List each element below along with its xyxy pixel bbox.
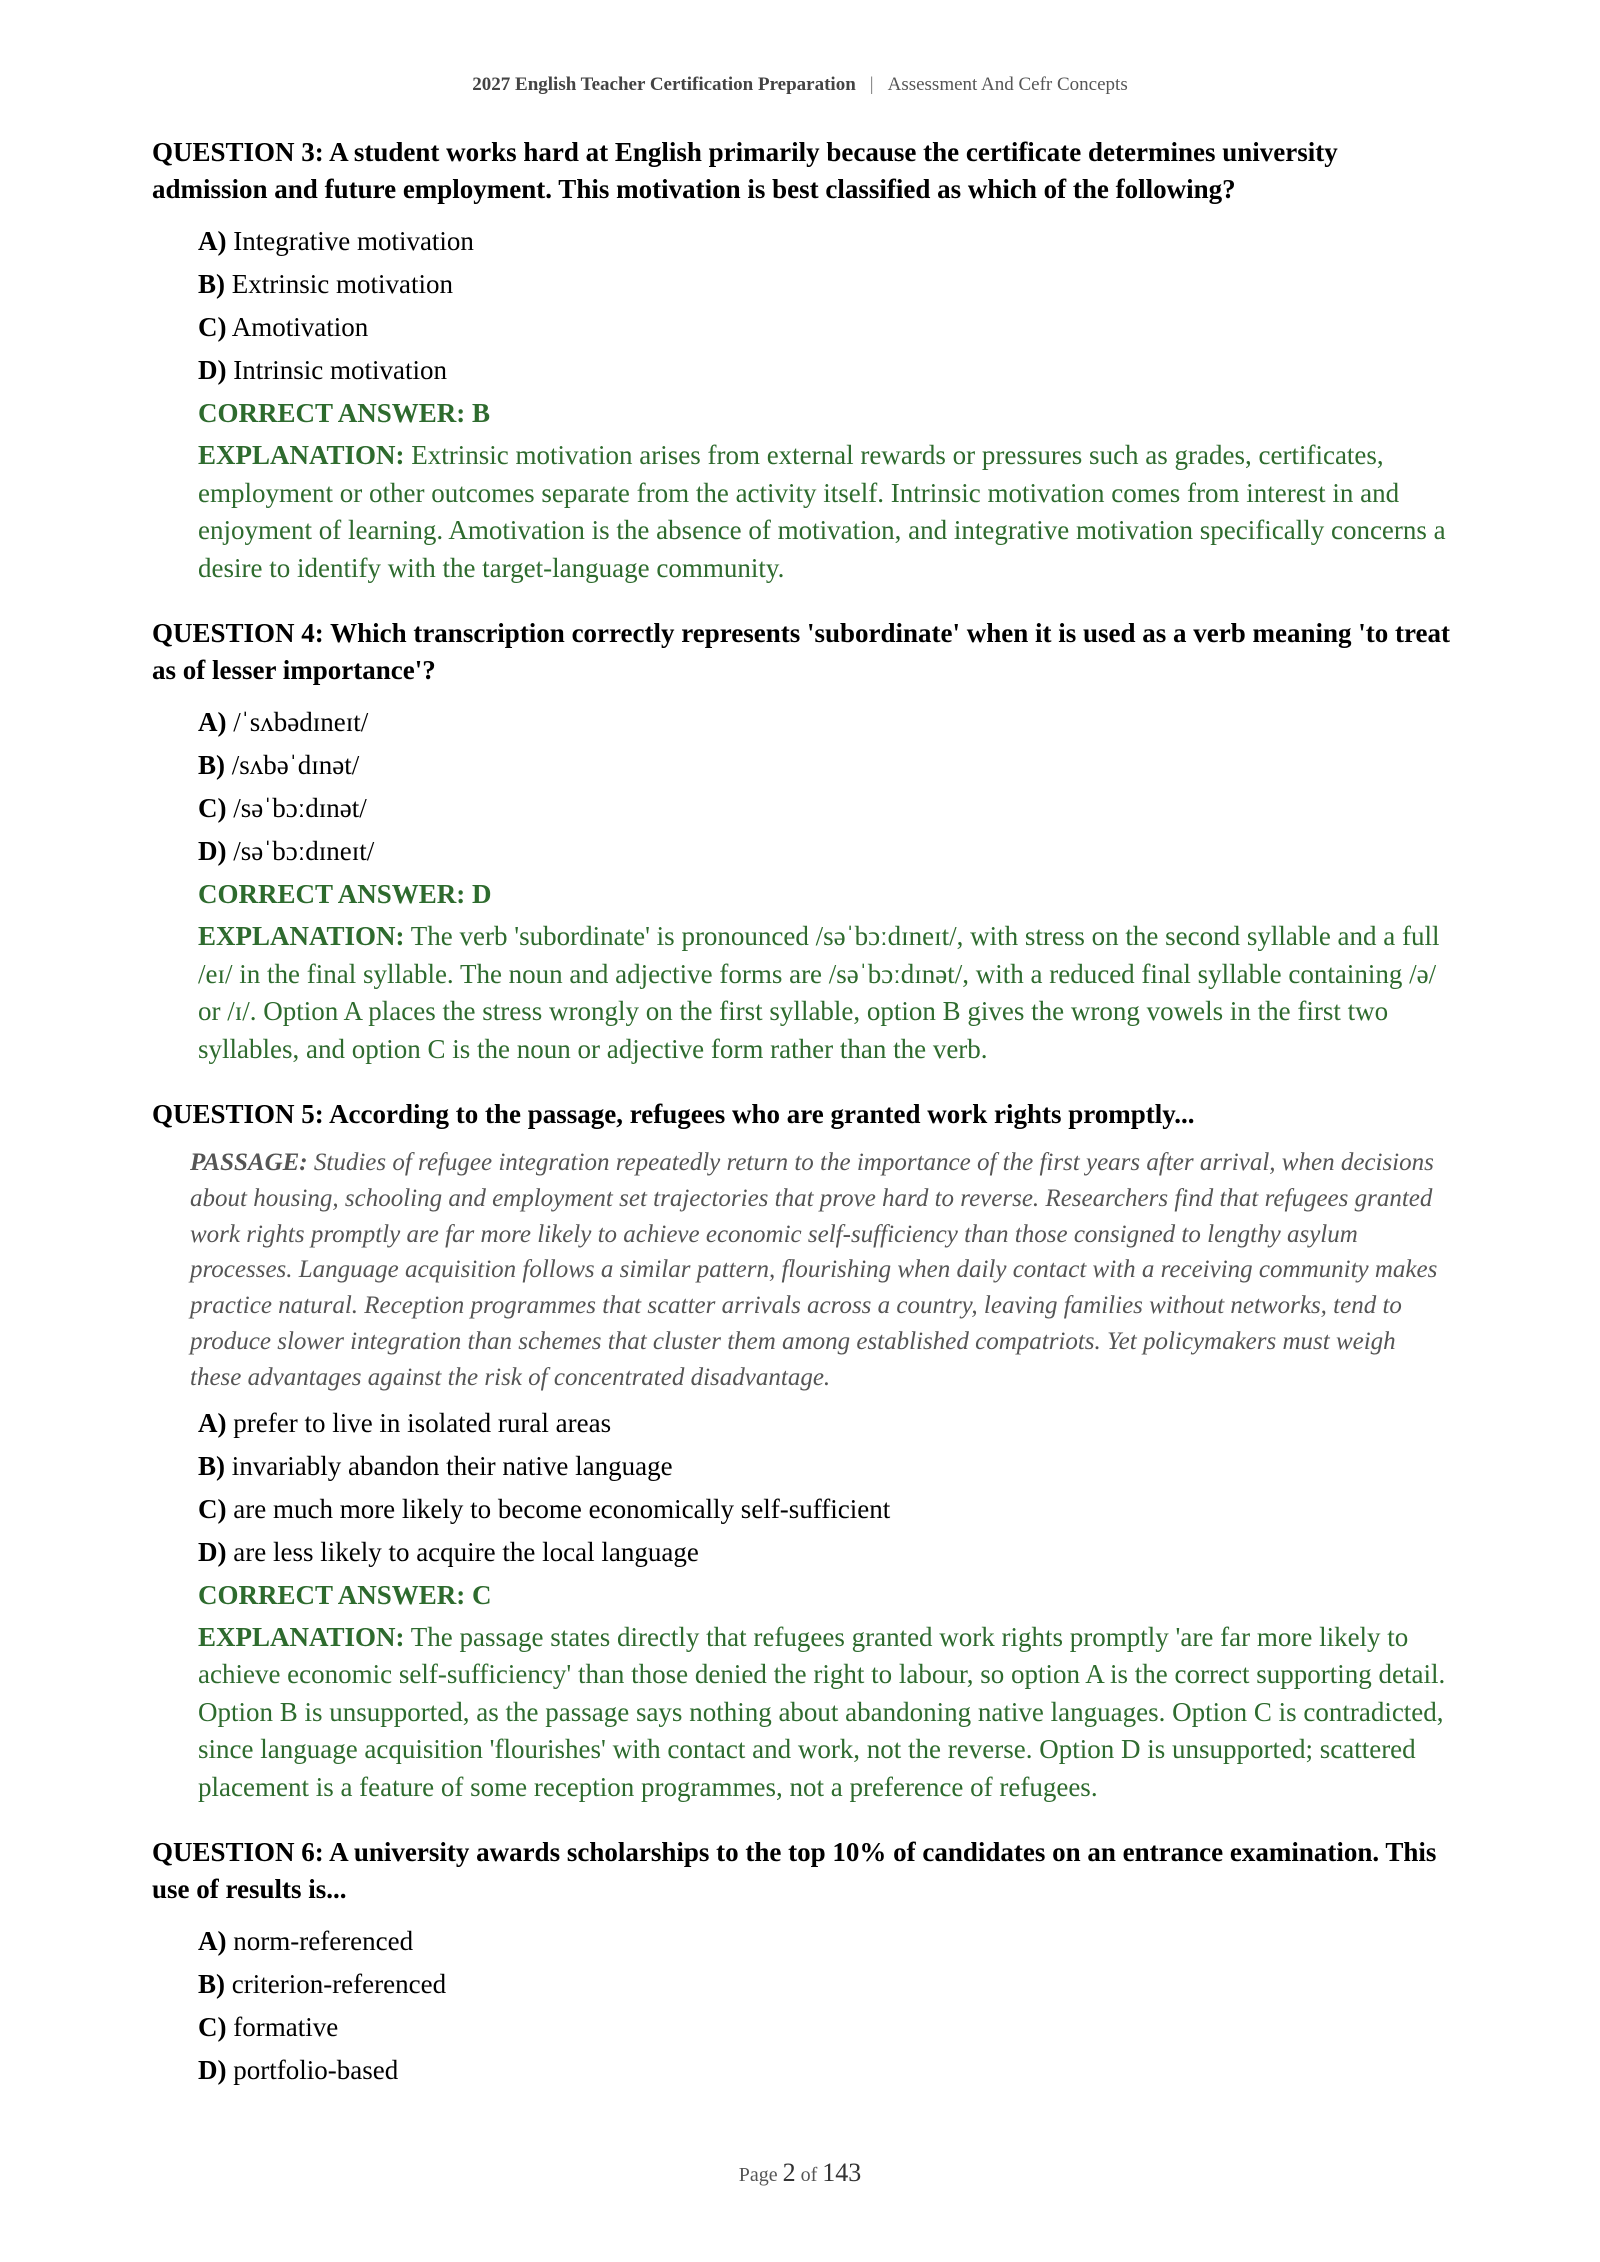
- option-letter: D): [198, 2055, 227, 2086]
- option-text: /səˈbɔːdɪneɪt/: [233, 836, 375, 866]
- option-letter: C): [198, 1493, 227, 1524]
- option-text: criterion-referenced: [231, 1969, 447, 2000]
- header-separator: |: [869, 74, 874, 95]
- question-label: QUESTION 4:: [152, 618, 324, 648]
- explanation-text: The verb 'subordinate' is pronounced /səˈbɔːdɪneɪt/, with stress on the second syllable and a full /eɪ/ in the final syllable. The noun and adjective forms are /səˈbɔːdɪnət/, with a reduced final syllable containing /ə/ or /ɪ/. Option A places the stress wrongly on the first syllable, option B gives the wrong vowels in the first two syllables, and option C is the noun or adjective form rather than the verb.: [198, 921, 1440, 1064]
- option-letter: A): [198, 226, 227, 256]
- explanation-label: EXPLANATION:: [198, 921, 405, 951]
- option-text: Integrative motivation: [233, 226, 474, 256]
- page-footer: [0, 2158, 1600, 2188]
- option-letter: C): [198, 312, 227, 342]
- option-text: /səˈbɔːdɪnət/: [233, 793, 367, 823]
- option-a: [198, 1402, 1452, 1445]
- option-text: Intrinsic motivation: [233, 355, 447, 385]
- page-word: Page: [738, 2164, 778, 2186]
- section-title: Assessment And Cefr Concepts: [887, 74, 1128, 95]
- option-text: invariably abandon their native language: [231, 1450, 673, 1481]
- option-c: [198, 2006, 1452, 2049]
- options-list: [198, 220, 1452, 392]
- option-text: are much more likely to become economically self-sufficient: [233, 1493, 891, 1524]
- option-c: [198, 1488, 1452, 1531]
- option-text: norm-referenced: [233, 1926, 414, 1957]
- passage-label: PASSAGE:: [190, 1149, 308, 1176]
- option-letter: D): [198, 836, 227, 866]
- option-letter: B): [198, 1450, 225, 1481]
- of-word: of: [800, 2164, 818, 2186]
- reading-passage: [190, 1145, 1442, 1396]
- option-letter: D): [198, 355, 227, 385]
- correct-answer: CORRECT ANSWER: D: [198, 879, 492, 909]
- option-letter: C): [198, 2012, 227, 2043]
- question-prompt: [152, 1096, 1452, 1133]
- option-text: prefer to live in isolated rural areas: [233, 1407, 612, 1438]
- option-letter: A): [198, 1407, 227, 1438]
- option-text: formative: [233, 2012, 339, 2043]
- question-text: A university awards scholarships to the top 10% of candidates on an entrance examination. This use of results is...: [152, 1837, 1437, 1905]
- option-a: [198, 1920, 1452, 1963]
- option-letter: C): [198, 793, 227, 823]
- option-d: [198, 2049, 1452, 2092]
- option-letter: D): [198, 1536, 227, 1567]
- option-letter: B): [198, 269, 225, 299]
- explanation-text: Extrinsic motivation arises from external rewards or pressures such as grades, certificates, employment or other outcomes separate from the activity itself. Intrinsic motivation comes from interest in and enjoyment of learning. Amotivation is the absence of motivation, and integrative motivation specifically concerns a desire to identify with the target-language community.: [198, 440, 1446, 583]
- explanation-text: The passage states directly that refugees granted work rights promptly 'are far more likely to achieve economic self-sufficiency' than those denied the right to labour, so option A is the correct supporting detail. Option B is unsupported, as the passage says nothing about abandoning native languages. Option C is contradicted, since language acquisition 'flourishes' with contact and work, not the reverse. Option D is unsupported; scattered placement is a feature of some reception programmes, not a preference of refugees.: [198, 1621, 1446, 1802]
- document-title: 2027 English Teacher Certification Preparation: [472, 74, 856, 95]
- question-5: [152, 1096, 1452, 1806]
- question-text: A student works hard at English primarily because the certificate determines university admission and future employment. This motivation is best classified as which of the following?: [152, 137, 1338, 204]
- options-list: [198, 1920, 1452, 2092]
- question-prompt: [152, 615, 1452, 689]
- option-d: [198, 830, 1452, 873]
- option-b: [198, 1963, 1452, 2006]
- page-header: [0, 74, 1600, 96]
- option-b: [198, 744, 1452, 787]
- option-text: /ˈsʌbədɪneɪt/: [233, 707, 369, 737]
- option-letter: B): [198, 750, 225, 780]
- option-letter: A): [198, 707, 227, 737]
- option-a: [198, 701, 1452, 744]
- question-label: QUESTION 6:: [152, 1837, 324, 1868]
- page-content: [152, 134, 1452, 2120]
- option-d: [198, 1531, 1452, 1574]
- explanation: [198, 918, 1452, 1068]
- question-prompt: [152, 134, 1452, 208]
- option-b: [198, 263, 1452, 306]
- explanation-label: EXPLANATION:: [198, 440, 405, 470]
- question-3: [152, 134, 1452, 587]
- page-number: 2: [782, 2158, 796, 2187]
- option-text: Amotivation: [231, 312, 369, 342]
- question-6: [152, 1834, 1452, 2092]
- option-a: [198, 220, 1452, 263]
- question-prompt: [152, 1834, 1452, 1908]
- option-letter: A): [198, 1926, 227, 1957]
- option-c: [198, 787, 1452, 830]
- option-text: portfolio-based: [233, 2055, 399, 2086]
- option-c: [198, 306, 1452, 349]
- question-label: QUESTION 5:: [152, 1099, 324, 1129]
- options-list: [198, 1402, 1452, 1574]
- option-text: /sʌbəˈdɪnət/: [231, 750, 360, 780]
- question-text: Which transcription correctly represents 'subordinate' when it is used as a verb meaning 'to treat as of lesser importance'?: [152, 618, 1451, 685]
- question-label: QUESTION 3:: [152, 137, 324, 167]
- explanation-label: EXPLANATION:: [198, 1621, 405, 1652]
- explanation: [198, 1619, 1452, 1807]
- option-text: Extrinsic motivation: [231, 269, 453, 299]
- options-list: [198, 701, 1452, 873]
- option-letter: B): [198, 1969, 225, 2000]
- option-b: [198, 1445, 1452, 1488]
- explanation: [198, 437, 1452, 587]
- question-4: [152, 615, 1452, 1068]
- correct-answer: CORRECT ANSWER: C: [198, 1579, 492, 1610]
- total-pages: 143: [822, 2158, 862, 2187]
- passage-text: Studies of refugee integration repeatedly return to the importance of the first years after arrival, when decisions about housing, schooling and employment set trajectories that prove hard to reverse. Researchers find that refugees granted work rights promptly are far more likely to achieve economic self-sufficiency than those consigned to lengthy asylum processes. Language acquisition follows a similar pattern, flourishing when daily contact with a receiving community makes practice natural. Reception programmes that scatter arrivals across a country, leaving families without networks, tend to produce slower integration than schemes that cluster them among established compatriots. Yet policymakers must weigh these advantages against the risk of concentrated disadvantage.: [190, 1149, 1438, 1391]
- question-text: According to the passage, refugees who are granted work rights promptly...: [329, 1099, 1195, 1129]
- option-d: [198, 349, 1452, 392]
- option-text: are less likely to acquire the local language: [233, 1536, 699, 1567]
- correct-answer: CORRECT ANSWER: B: [198, 398, 491, 428]
